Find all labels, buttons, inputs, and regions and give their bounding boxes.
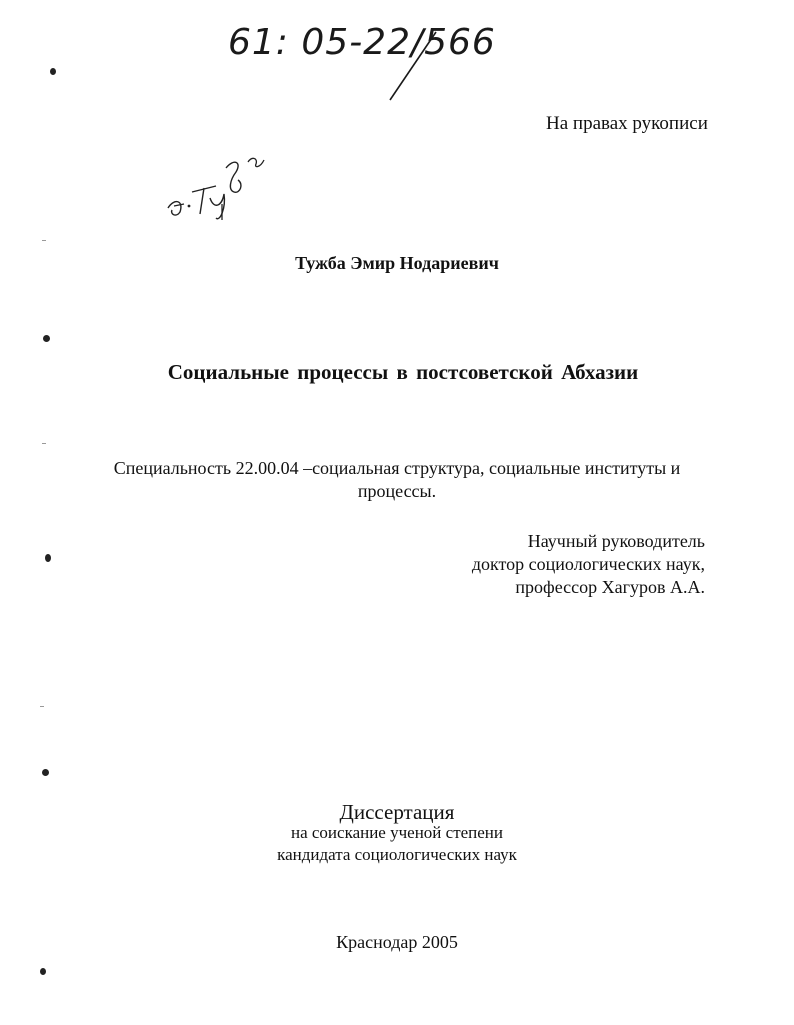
specialty-line-2: процессы. bbox=[357, 481, 437, 501]
advisor-role: Научный руководитель bbox=[527, 531, 705, 551]
scan-mark bbox=[42, 769, 49, 776]
handwritten-signature bbox=[164, 128, 274, 223]
rights-notice: На правах рукописи bbox=[546, 113, 708, 134]
specialty-block bbox=[0, 457, 794, 503]
scan-mark bbox=[50, 68, 56, 75]
dissertation-line-2: кандидата социологических наук bbox=[277, 845, 517, 864]
advisor-block bbox=[400, 530, 705, 599]
city-year: Краснодар 2005 bbox=[336, 932, 458, 952]
dissertation-heading: Диссертация bbox=[339, 800, 455, 824]
scan-speck bbox=[42, 240, 46, 241]
scan-mark bbox=[43, 335, 50, 342]
handwritten-slash-mark bbox=[384, 28, 444, 108]
scan-speck bbox=[42, 443, 46, 444]
dissertation-line-1: на соискание ученой степени bbox=[290, 823, 504, 842]
catalog-number: 61: 05-22/566 bbox=[228, 22, 496, 63]
author-name: Тужба Эмир Нодариевич bbox=[295, 253, 499, 273]
specialty-line-1: Специальность 22.00.04 –социальная структура, социальные институты и bbox=[113, 458, 681, 478]
advisor-name: профессор Хагуров А.А. bbox=[515, 577, 705, 597]
thesis-title: Социальные процессы в постсоветской Абхазии bbox=[167, 360, 639, 384]
scan-mark bbox=[45, 554, 51, 562]
scan-speck bbox=[40, 706, 44, 707]
advisor-degree: доктор социологических наук, bbox=[471, 554, 705, 574]
scan-mark bbox=[40, 968, 46, 975]
